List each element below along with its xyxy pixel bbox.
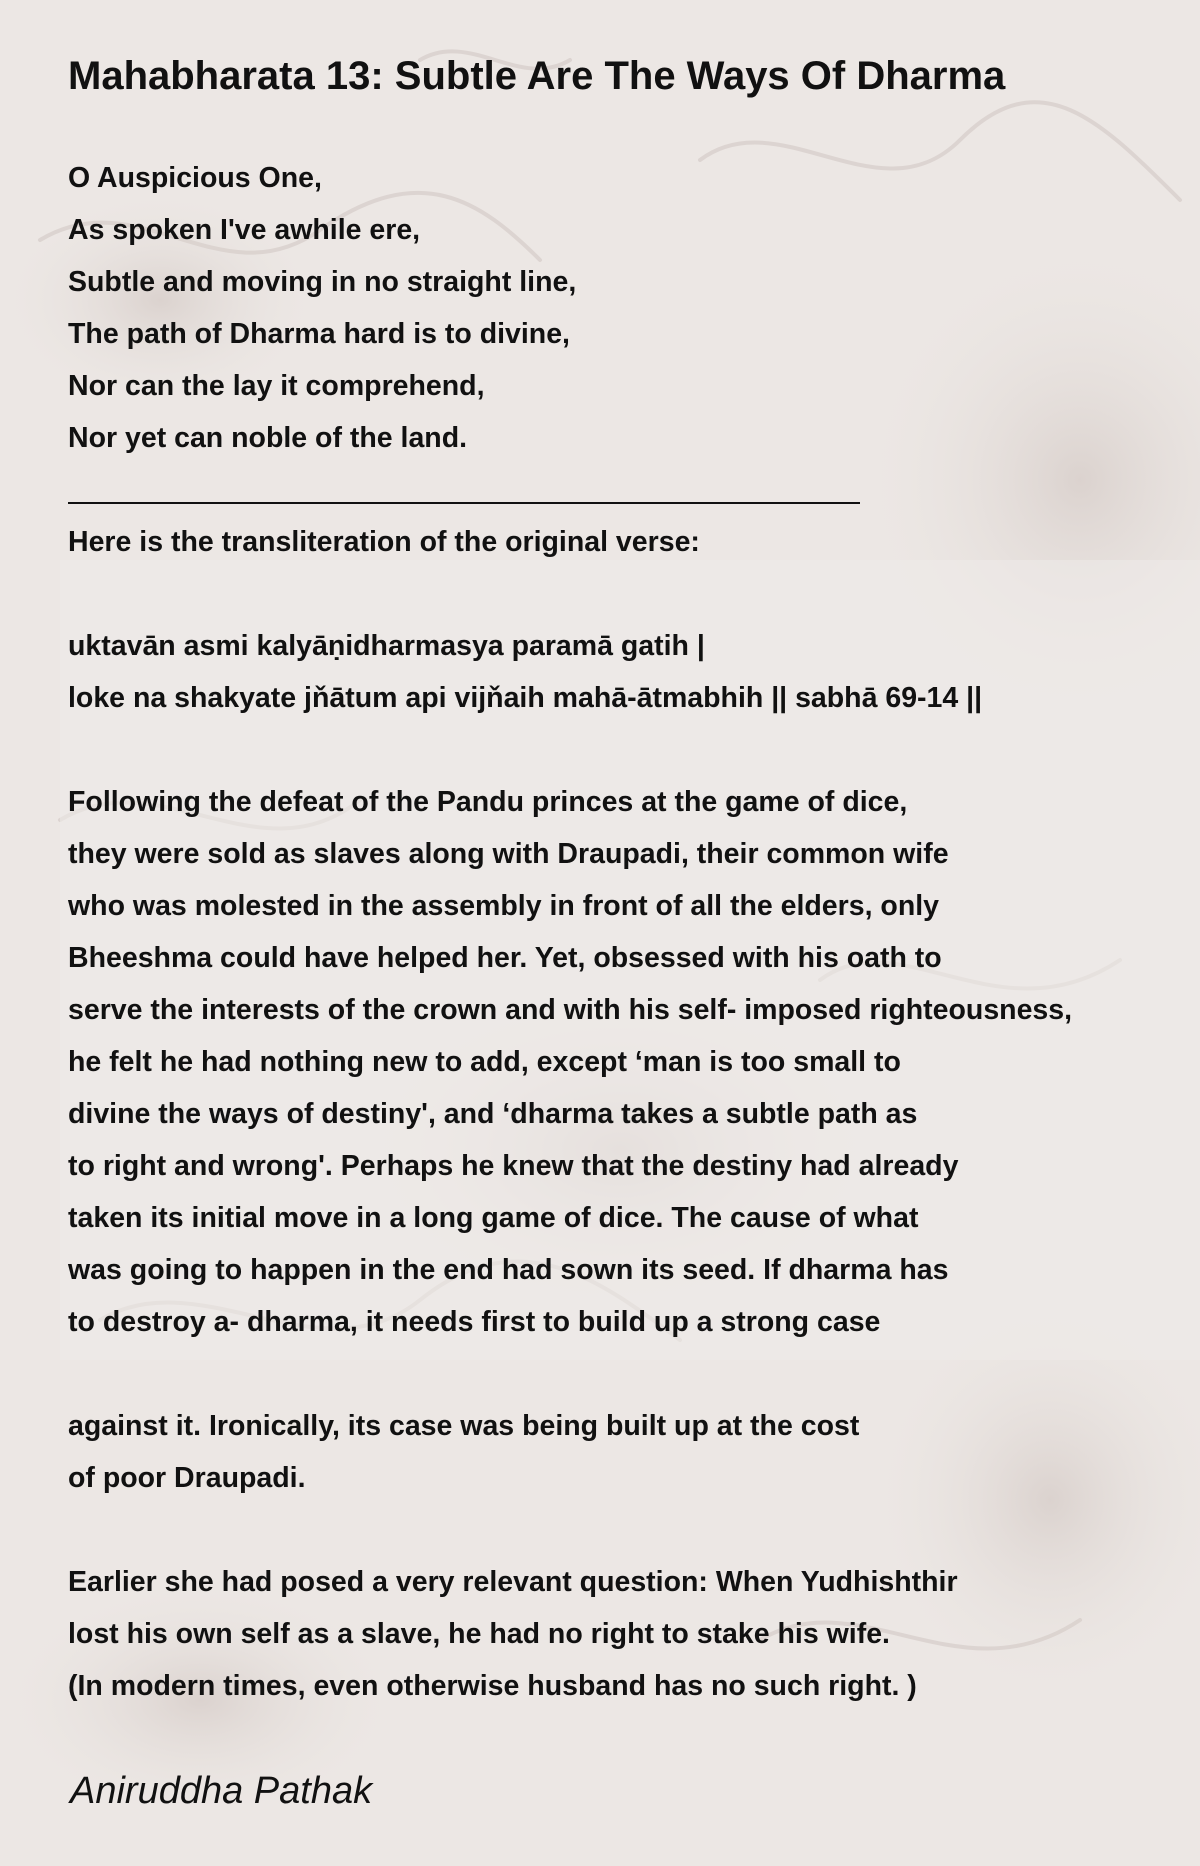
poem-line: O Auspicious One, <box>68 162 322 194</box>
commentary-line: to destroy a- dharma, it needs first to build up a strong case <box>68 1306 881 1338</box>
commentary-line: he felt he had nothing new to add, except ‘man is too small to <box>68 1046 901 1078</box>
commentary-line: lost his own self as a slave, he had no right to stake his wife. <box>68 1618 890 1650</box>
author-name: Aniruddha Pathak <box>70 1770 373 1812</box>
commentary-line: taken its initial move in a long game of dice. The cause of what <box>68 1202 919 1234</box>
blank-line <box>68 724 1200 776</box>
blank-line <box>68 1348 1200 1400</box>
commentary-line: of poor Draupadi. <box>68 1462 306 1494</box>
commentary-line: they were sold as slaves along with Draupadi, their common wife <box>68 838 949 870</box>
transliteration-block <box>68 620 1200 724</box>
poem-title: Mahabharata 13: Subtle Are The Ways Of Dharma <box>68 54 1006 98</box>
commentary-line: to right and wrong'. Perhaps he knew that the destiny had already <box>68 1150 959 1182</box>
commentary-line: was going to happen in the end had sown its seed. If dharma has <box>68 1254 949 1286</box>
transliteration-line: loke na shakyate jňātum api vijňaih mahā-ātmabhih || sabhā 69-14 || <box>68 682 983 714</box>
poem-line: The path of Dharma hard is to divine, <box>68 318 570 350</box>
commentary-paragraph <box>68 1556 1200 1712</box>
commentary-line: serve the interests of the crown and with his self- imposed righteousness, <box>68 994 1073 1026</box>
commentary-paragraph <box>68 1400 1200 1504</box>
blank-line <box>68 568 1200 620</box>
commentary-line: Following the defeat of the Pandu princes at the game of dice, <box>68 786 908 818</box>
commentary-line: Earlier she had posed a very relevant question: When Yudhishthir <box>68 1566 958 1598</box>
blank-line <box>68 1504 1200 1556</box>
commentary-line: Bheeshma could have helped her. Yet, obsessed with his oath to <box>68 942 942 974</box>
poem-line: As spoken I've awhile ere, <box>68 214 421 246</box>
separator-rule <box>68 464 1200 516</box>
transliteration-intro: Here is the transliteration of the original verse: <box>68 526 700 558</box>
commentary-line: who was molested in the assembly in front of all the elders, only <box>68 890 940 922</box>
commentary-line: against it. Ironically, its case was being built up at the cost <box>68 1410 860 1442</box>
poem-line: Nor yet can noble of the land. <box>68 422 468 454</box>
transliteration-line: uktavān asmi kalyāṇidharmasya paramā gatih | <box>68 630 705 662</box>
poem-line: Nor can the lay it comprehend, <box>68 370 485 402</box>
poem-body <box>68 152 1200 1712</box>
commentary-paragraph <box>68 776 1200 1348</box>
poem-stanza <box>68 152 1200 464</box>
commentary-line: (In modern times, even otherwise husband has no such right. ) <box>68 1670 917 1702</box>
poem-line: Subtle and moving in no straight line, <box>68 266 577 298</box>
commentary-line: divine the ways of destiny', and ‘dharma takes a subtle path as <box>68 1098 918 1130</box>
